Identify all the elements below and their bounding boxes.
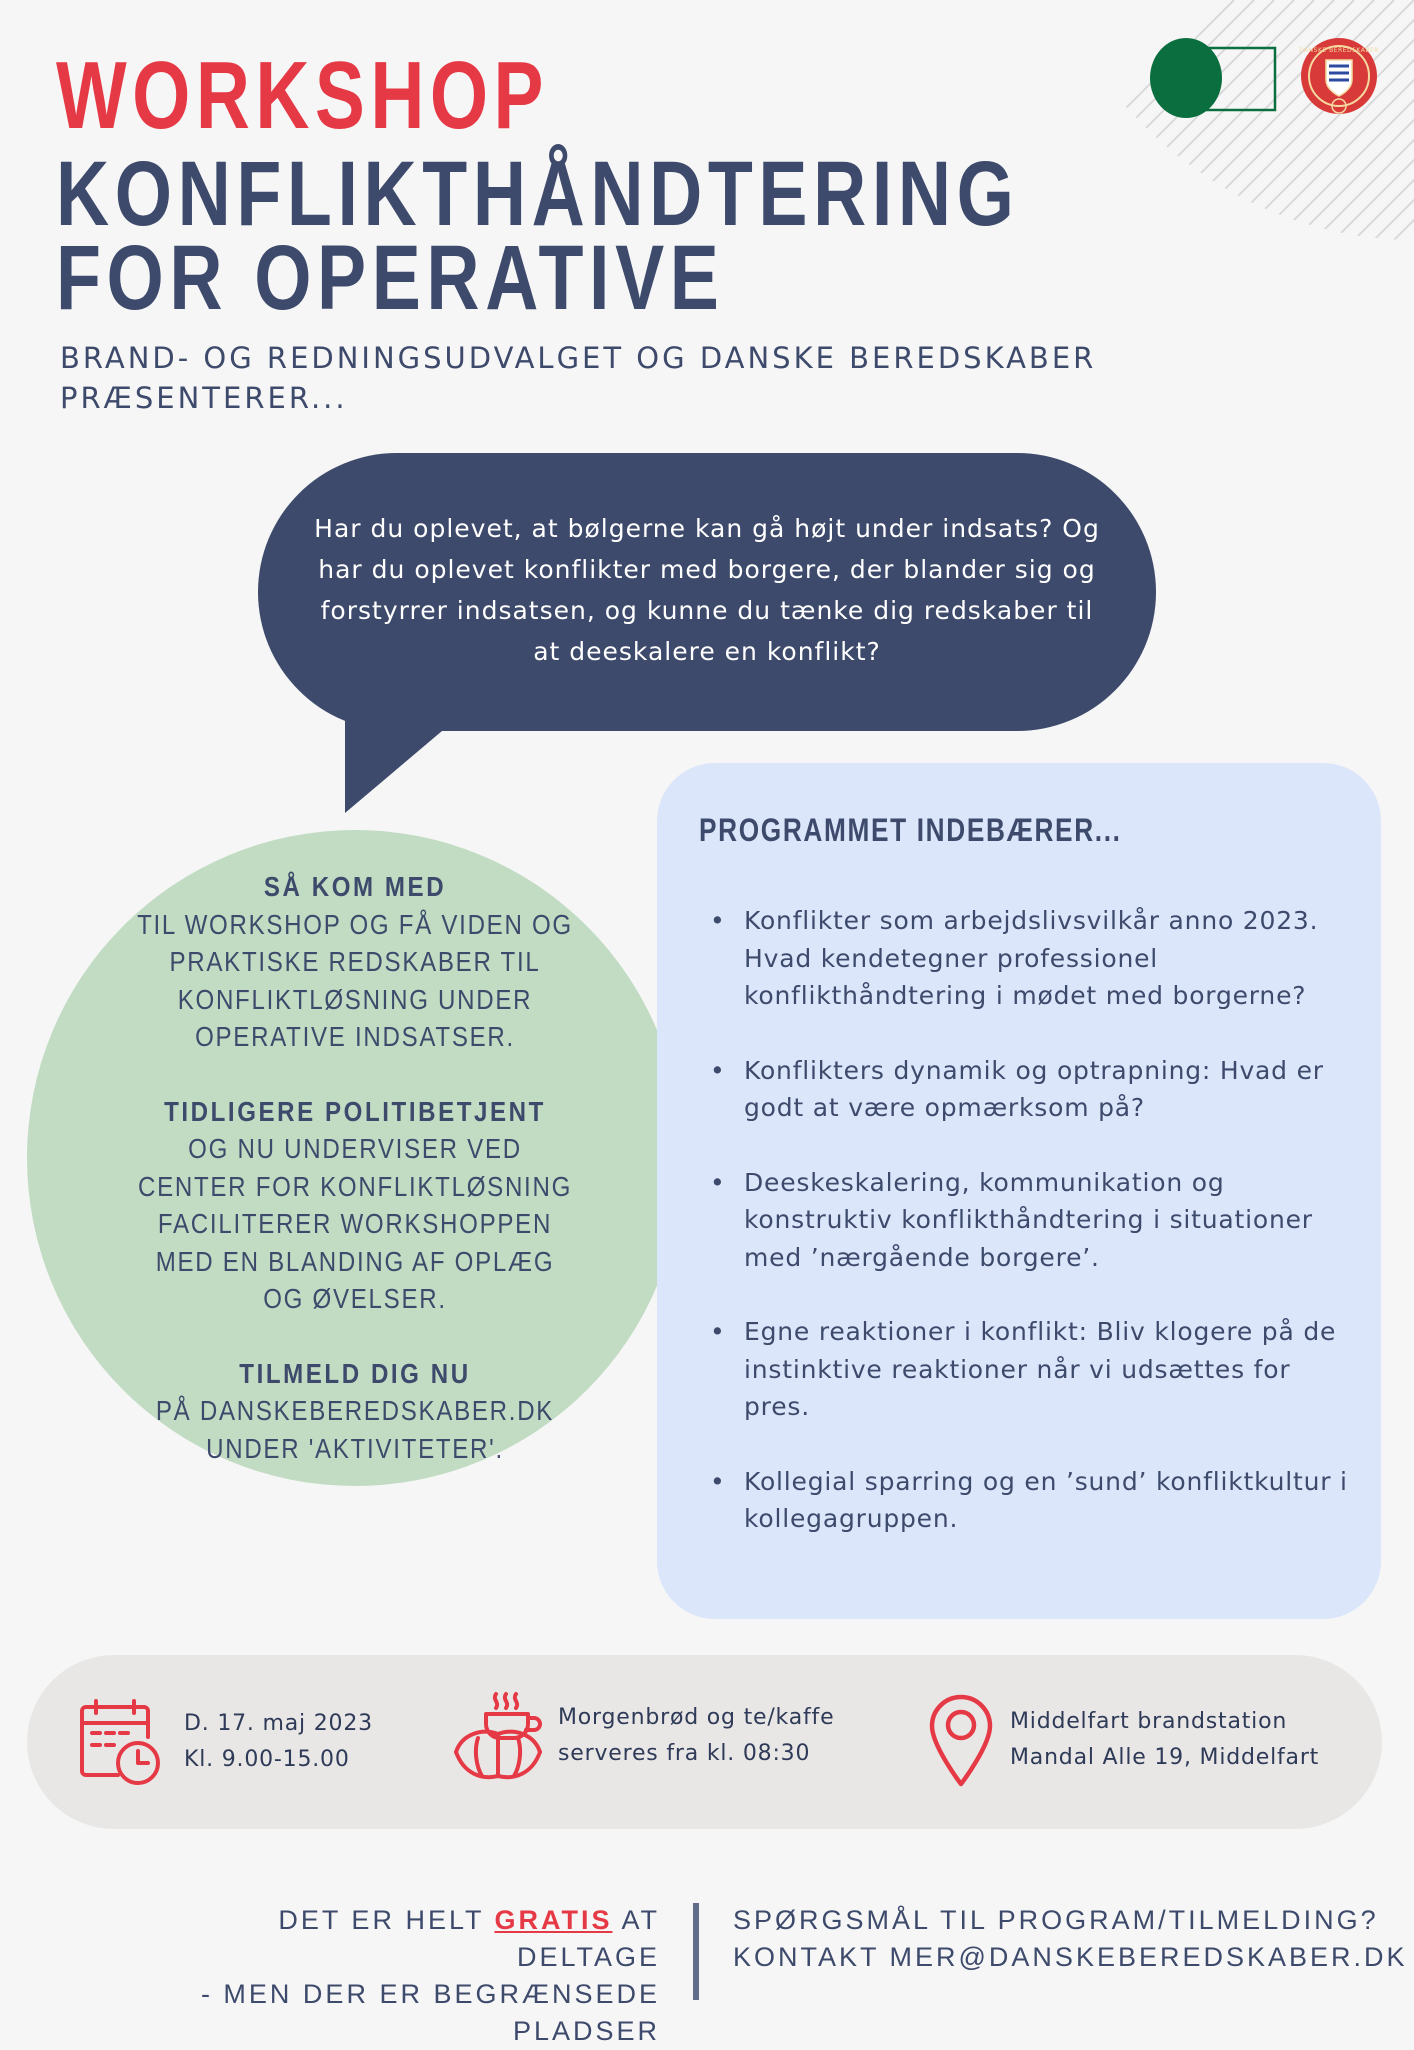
svg-text:DANSKE BEREDSKABER: DANSKE BEREDSKABER <box>1299 47 1379 54</box>
time-text: Kl. 9.00-15.00 <box>184 1747 350 1772</box>
location-name: Middelfart brandstation <box>1010 1709 1288 1734</box>
title-for-operative: FOR OPERATIVE <box>56 227 725 329</box>
info-circle-text <box>136 868 575 1504</box>
circle-text-signup: PÅ DANSKEBEREDSKABER.DK UNDER 'AKTIVITETER'. <box>155 1395 555 1464</box>
bullet-icon: • <box>710 1055 726 1085</box>
program-item-text: Konflikters dynamik og optrapning: Hvad er godt at være opmærksom på? <box>744 1055 1324 1122</box>
bullet-icon: • <box>710 1466 726 1496</box>
map-pin-icon <box>926 1692 996 1788</box>
program-item <box>708 902 1358 1015</box>
date-info <box>78 1697 373 1787</box>
circle-text-come: TIL WORKSHOP OG FÅ VIDEN OG PRAKTISKE REDSKABER TIL KONFLIKTLØSNING UNDER OPERATIVE INDSATSER. <box>137 908 573 1052</box>
footer-limited-line: - MEN DER ER BEGRÆNSEDE PLADSER <box>200 1979 660 2046</box>
footer-question-line: SPØRGSMÅL TIL PROGRAM/TILMELDING? <box>733 1905 1379 1935</box>
title-konflikthaandtering: KONFLIKTHÅNDTERING <box>56 143 1020 245</box>
program-item <box>708 1164 1358 1277</box>
footer-contact <box>733 1902 1408 1976</box>
logos <box>1146 30 1380 126</box>
bullet-icon: • <box>710 1317 726 1346</box>
circle-heading-instructor: TIDLIGERE POLITIBETJENT <box>164 1095 546 1127</box>
date-text: D. 17. maj 2023 <box>184 1711 373 1736</box>
food-time-text: serveres fra kl. 08:30 <box>558 1741 811 1766</box>
footer-free-line <box>180 1902 660 1976</box>
gratis-highlight: GRATIS <box>494 1905 613 1935</box>
bullet-icon: • <box>710 906 726 935</box>
program-item-text: Egne reaktioner i konflikt: Bliv klogere på de instinktive reaktioner når vi udsættes for pres. <box>744 1317 1337 1421</box>
food-info <box>452 1690 834 1782</box>
program-list <box>708 902 1358 1575</box>
croissant-coffee-icon <box>452 1690 546 1782</box>
program-item-text: Deeskeskalering, kommunikation og konstruktiv konflikthåndtering i situationer med ’nærgående borgere’. <box>744 1167 1313 1272</box>
danske-beredskaber-seal-icon <box>1298 30 1380 126</box>
footer-contact-email[interactable]: KONTAKT MER@DANSKEBEREDSKABER.DK <box>733 1942 1408 1972</box>
calendar-clock-icon <box>78 1697 164 1787</box>
program-heading: PROGRAMMET INDEBÆRER... <box>699 812 1122 848</box>
program-item <box>708 1052 1358 1127</box>
program-item <box>708 1463 1358 1538</box>
location-info <box>926 1692 1319 1788</box>
brand-logo-icon <box>1146 36 1280 120</box>
circle-text-instructor: OG NU UNDERVISER VED CENTER FOR KONFLIKTLØSNING FACILITERER WORKSHOPPEN MED EN BLANDING AF OPLÆG OG ØVELSER. <box>137 1133 573 1314</box>
program-item <box>708 1313 1358 1426</box>
program-item-text: Kollegial sparring og en ’sund’ konfliktkultur i kollegagruppen. <box>744 1466 1348 1533</box>
bubble-question-text: Har du oplevet, at bølgerne kan gå højt under indsats? Og har du oplevet konflikter med borgere, der blander sig og forstyrrer indsatsen, og kunne du tænke dig redskaber til at deeskalere en konflikt? <box>314 514 1100 666</box>
title-workshop: WORKSHOP <box>56 42 549 149</box>
footer-free-pre: DET ER HELT <box>278 1905 495 1935</box>
bullet-icon: • <box>710 1167 726 1197</box>
footer-price-note <box>180 1902 660 2050</box>
subtitle: BRAND- OG REDNINGSUDVALGET OG DANSKE BEREDSKABER PRÆSENTERER... <box>60 341 1097 415</box>
food-text: Morgenbrød og te/kaffe <box>558 1705 835 1730</box>
circle-heading-come: SÅ KOM MED <box>263 871 447 902</box>
location-address: Mandal Alle 19, Middelfart <box>1010 1745 1320 1770</box>
speech-bubble-tail <box>345 720 465 815</box>
footer-free-post: AT DELTAGE <box>516 1905 660 1972</box>
circle-heading-signup: TILMELD DIG NU <box>239 1357 471 1389</box>
footer-divider <box>693 1903 699 2000</box>
program-item-text: Konflikter som arbejdslivsvilkår anno 2023. Hvad kendetegner professionel konflikthåndtering i mødet med borgerne? <box>744 906 1319 1010</box>
